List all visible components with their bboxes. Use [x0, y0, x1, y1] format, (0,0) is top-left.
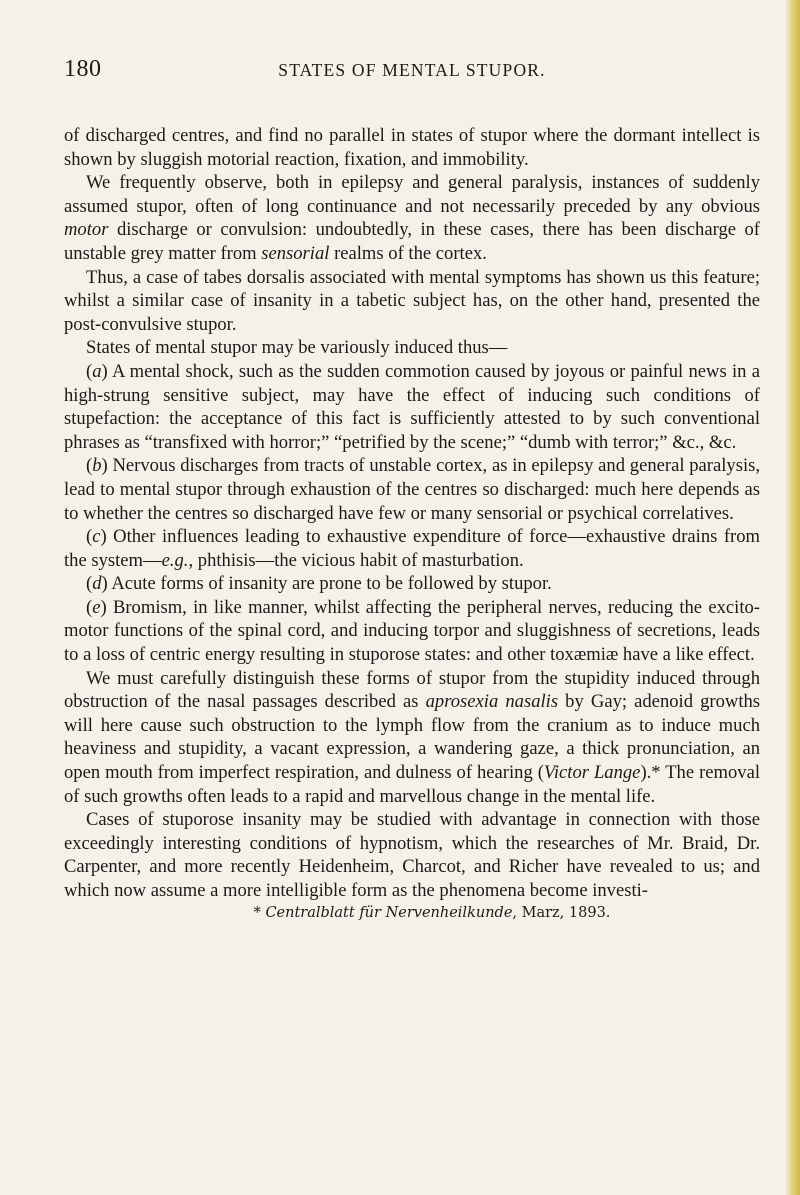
body-text — [64, 124, 760, 903]
paragraph: Cases of stuporose insanity may be studied with advantage in connection with those exceedingly interesting conditions of hypnotism, which the researches of Mr. Braid, Dr. Carpenter, and more recently Heidenheim, Charcot, and Richer have revealed to us; and which now assume a more intelligible form as the phenomena become investi- — [64, 809, 760, 901]
running-title: STATES OF MENTAL STUPOR. — [278, 60, 546, 80]
book-page — [64, 56, 760, 922]
footnote: * Centralblatt für Nervenheilkunde, Marz, 1893. — [253, 904, 611, 921]
paragraph: Thus, a case of tabes dorsalis associated with mental symptoms has shown us this feature; whilst a similar case of insanity in a tabetic subject has, on the other hand, presented the post-convulsive stupor. — [64, 266, 760, 335]
paragraph: We frequently observe, both in epilepsy and general paralysis, instances of suddenly assumed stupor, often of long continuance and not necessarily preceded by any obvious motor discharge or convulsion: undoubtedly, in these cases, there has been discharge of unstable grey matter from sensorial realms of the cortex. — [64, 172, 760, 264]
running-header — [64, 56, 760, 90]
paragraph: We must carefully distinguish these forms of stupor from the stupidity induced through obstruction of the nasal passages described as aprosexia nasalis by Gay; adenoid growths will here cause such obstruction to the lymph flow from the cranium as to induce much heaviness and stupidity, a vacant expression, a wandering gaze, a thick pronunciation, an open mouth from imperfect respiration, and dulness of hearing (Victor Lange).* The removal of such growths often leads to a rapid and marvellous change in the mental life. — [64, 667, 761, 807]
paragraph: (d) Acute forms of insanity are prone to be followed by stupor. — [86, 573, 552, 595]
page-number: 180 — [64, 56, 102, 82]
paragraph: (c) Other influences leading to exhaustive expenditure of force—exhaustive drains from the system—e.g., phthisis—the vicious habit of masturbation. — [64, 526, 760, 571]
paragraph: (a) A mental shock, such as the sudden commotion caused by joyous or painful news in a high-strung sensitive subject, may have the effect of inducing such conditions of stupefaction: the acceptance of this fact is sufficiently attested to by such conventional phrases as “transfixed with horror;” “petrified by the scene;” “dumb with terror;” &c., &c. — [64, 360, 760, 453]
paragraph: (e) Bromism, in like manner, whilst affecting the peripheral nerves, reducing the excito-motor functions of the spinal cord, and inducing torpor and sluggishness of secretions, leads to a loss of centric energy resulting in stuporose states: and other toxæmiæ have a like effect. — [64, 596, 760, 666]
page-edge — [786, 0, 800, 1195]
paragraph: States of mental stupor may be variously induced thus— — [86, 337, 508, 359]
paragraph: of discharged centres, and find no parallel in states of stupor where the dormant intellect is shown by sluggish motorial reaction, fixation, and immobility. — [64, 125, 760, 170]
paragraph: (b) Nervous discharges from tracts of unstable cortex, as in epilepsy and general paralysis, lead to mental stupor through exhaustion of the centres so discharged: much here depends as to whether the centres so discharged have few or many sensorial or psychical correlatives. — [64, 455, 760, 524]
